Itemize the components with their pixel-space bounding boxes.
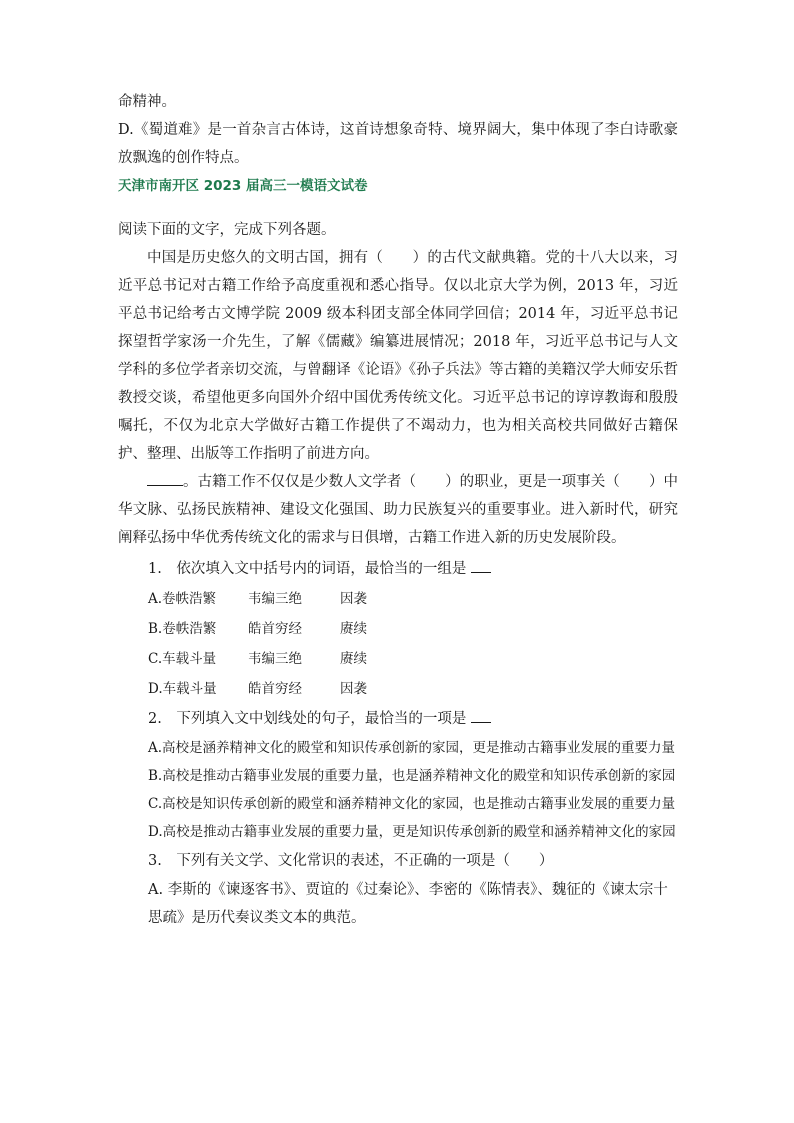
answer-blank xyxy=(471,556,491,573)
option-cell: D.车载斗量 xyxy=(148,681,217,697)
option-cell: 皓首穷经 xyxy=(248,621,302,637)
option-cell: 赓续 xyxy=(340,621,367,637)
question-1-option-b xyxy=(118,614,678,644)
question-1-stem xyxy=(118,554,678,584)
question-1-text: 1. 依次填入文中括号内的词语，最恰当的一组是 xyxy=(148,561,467,577)
option-cell: 因袭 xyxy=(340,681,367,697)
question-3-stem: 3. 下列有关文学、文化常识的表述，不正确的一项是（ ） xyxy=(148,853,554,869)
passage-paragraph-1: 中国是历史悠久的文明古国，拥有（ ）的古代文献典籍。党的十八大以来，习近平总书记对古籍工作给予高度重视和悉心指导。仅以北京大学为例，2013 年，习近平总书记给考古文博学院 2009 级本科团支部全体同学回信；2014 年，习近平总书记探望哲学家汤一介先生，了解《儒藏》编纂进展情况；2018 年，习近平总书记与人文学科的多位学者亲切交流，与曾翻译《论语》《孙子兵法》等古籍的美籍汉学大师安乐哲教授交谈，希望他更多向国外介绍中国优秀传统文化。习近平总书记的谆谆教诲和殷殷嘱托，不仅为北京大学做好古籍工作提供了不竭动力，也为相关高校共同做好古籍保护、整理、出版等工作指明了前进方向。 xyxy=(118,250,678,462)
passage-paragraph-2-text: 。古籍工作不仅仅是少数人文学者（ ）的职业，更是一项事关（ ）中华文脉、弘扬民族精神、建设文化强国、助力民族复兴的重要事业。进入新时代，研究阐释弘扬中华优秀传统文化的需求与日俱增，古籍工作进入新的历史发展阶段。 xyxy=(118,474,678,546)
option-cell: 韦编三绝 xyxy=(248,651,302,667)
question-3-option-a: A. 李斯的《谏逐客书》、贾谊的《过秦论》、李密的《陈情表》、魏征的《谏太宗十思疏》是历代奏议类文本的典范。 xyxy=(148,882,668,926)
option-cell: A.卷帙浩繁 xyxy=(148,591,217,607)
underlined-blank xyxy=(147,469,183,486)
option-cell: 赓续 xyxy=(340,651,367,667)
question-1-option-a xyxy=(118,584,678,614)
question-2-text: 2. 下列填入文中划线处的句子，最恰当的一项是 xyxy=(148,711,467,727)
option-cell: C.车载斗量 xyxy=(148,651,217,667)
question-2-option-c: C.高校是知识传承创新的殿堂和涵养精神文化的家园，也是推动古籍事业发展的重要力量 xyxy=(148,796,676,812)
document-page xyxy=(118,88,678,932)
question-2-stem xyxy=(118,704,678,734)
passage-paragraph-2 xyxy=(118,468,678,552)
question-2-option-a: A.高校是涵养精神文化的殿堂和知识传承创新的家园，更是推动古籍事业发展的重要力量 xyxy=(148,740,676,756)
prev-text-line: 命精神。 xyxy=(118,94,176,110)
source-title: 天津市南开区 2023 届高三一模语文试卷 xyxy=(118,178,368,194)
option-cell: 因袭 xyxy=(340,591,367,607)
option-cell: 皓首穷经 xyxy=(248,681,302,697)
answer-blank xyxy=(471,706,491,723)
option-cell: 韦编三绝 xyxy=(248,591,302,607)
question-2-option-b: B.高校是推动古籍事业发展的重要力量，也是涵养精神文化的殿堂和知识传承创新的家园 xyxy=(148,768,676,784)
question-1-option-d xyxy=(118,674,678,704)
prev-option-d: D.《蜀道难》是一首杂言古体诗，这首诗想象奇特、境界阔大，集中体现了李白诗歌豪放飘逸的创作特点。 xyxy=(118,122,678,166)
reading-instruction: 阅读下面的文字，完成下列各题。 xyxy=(118,222,336,238)
question-2-option-d: D.高校是推动古籍事业发展的重要力量，更是知识传承创新的殿堂和涵养精神文化的家园 xyxy=(148,824,676,840)
question-1-option-c xyxy=(118,644,678,674)
option-cell: B.卷帙浩繁 xyxy=(148,621,217,637)
